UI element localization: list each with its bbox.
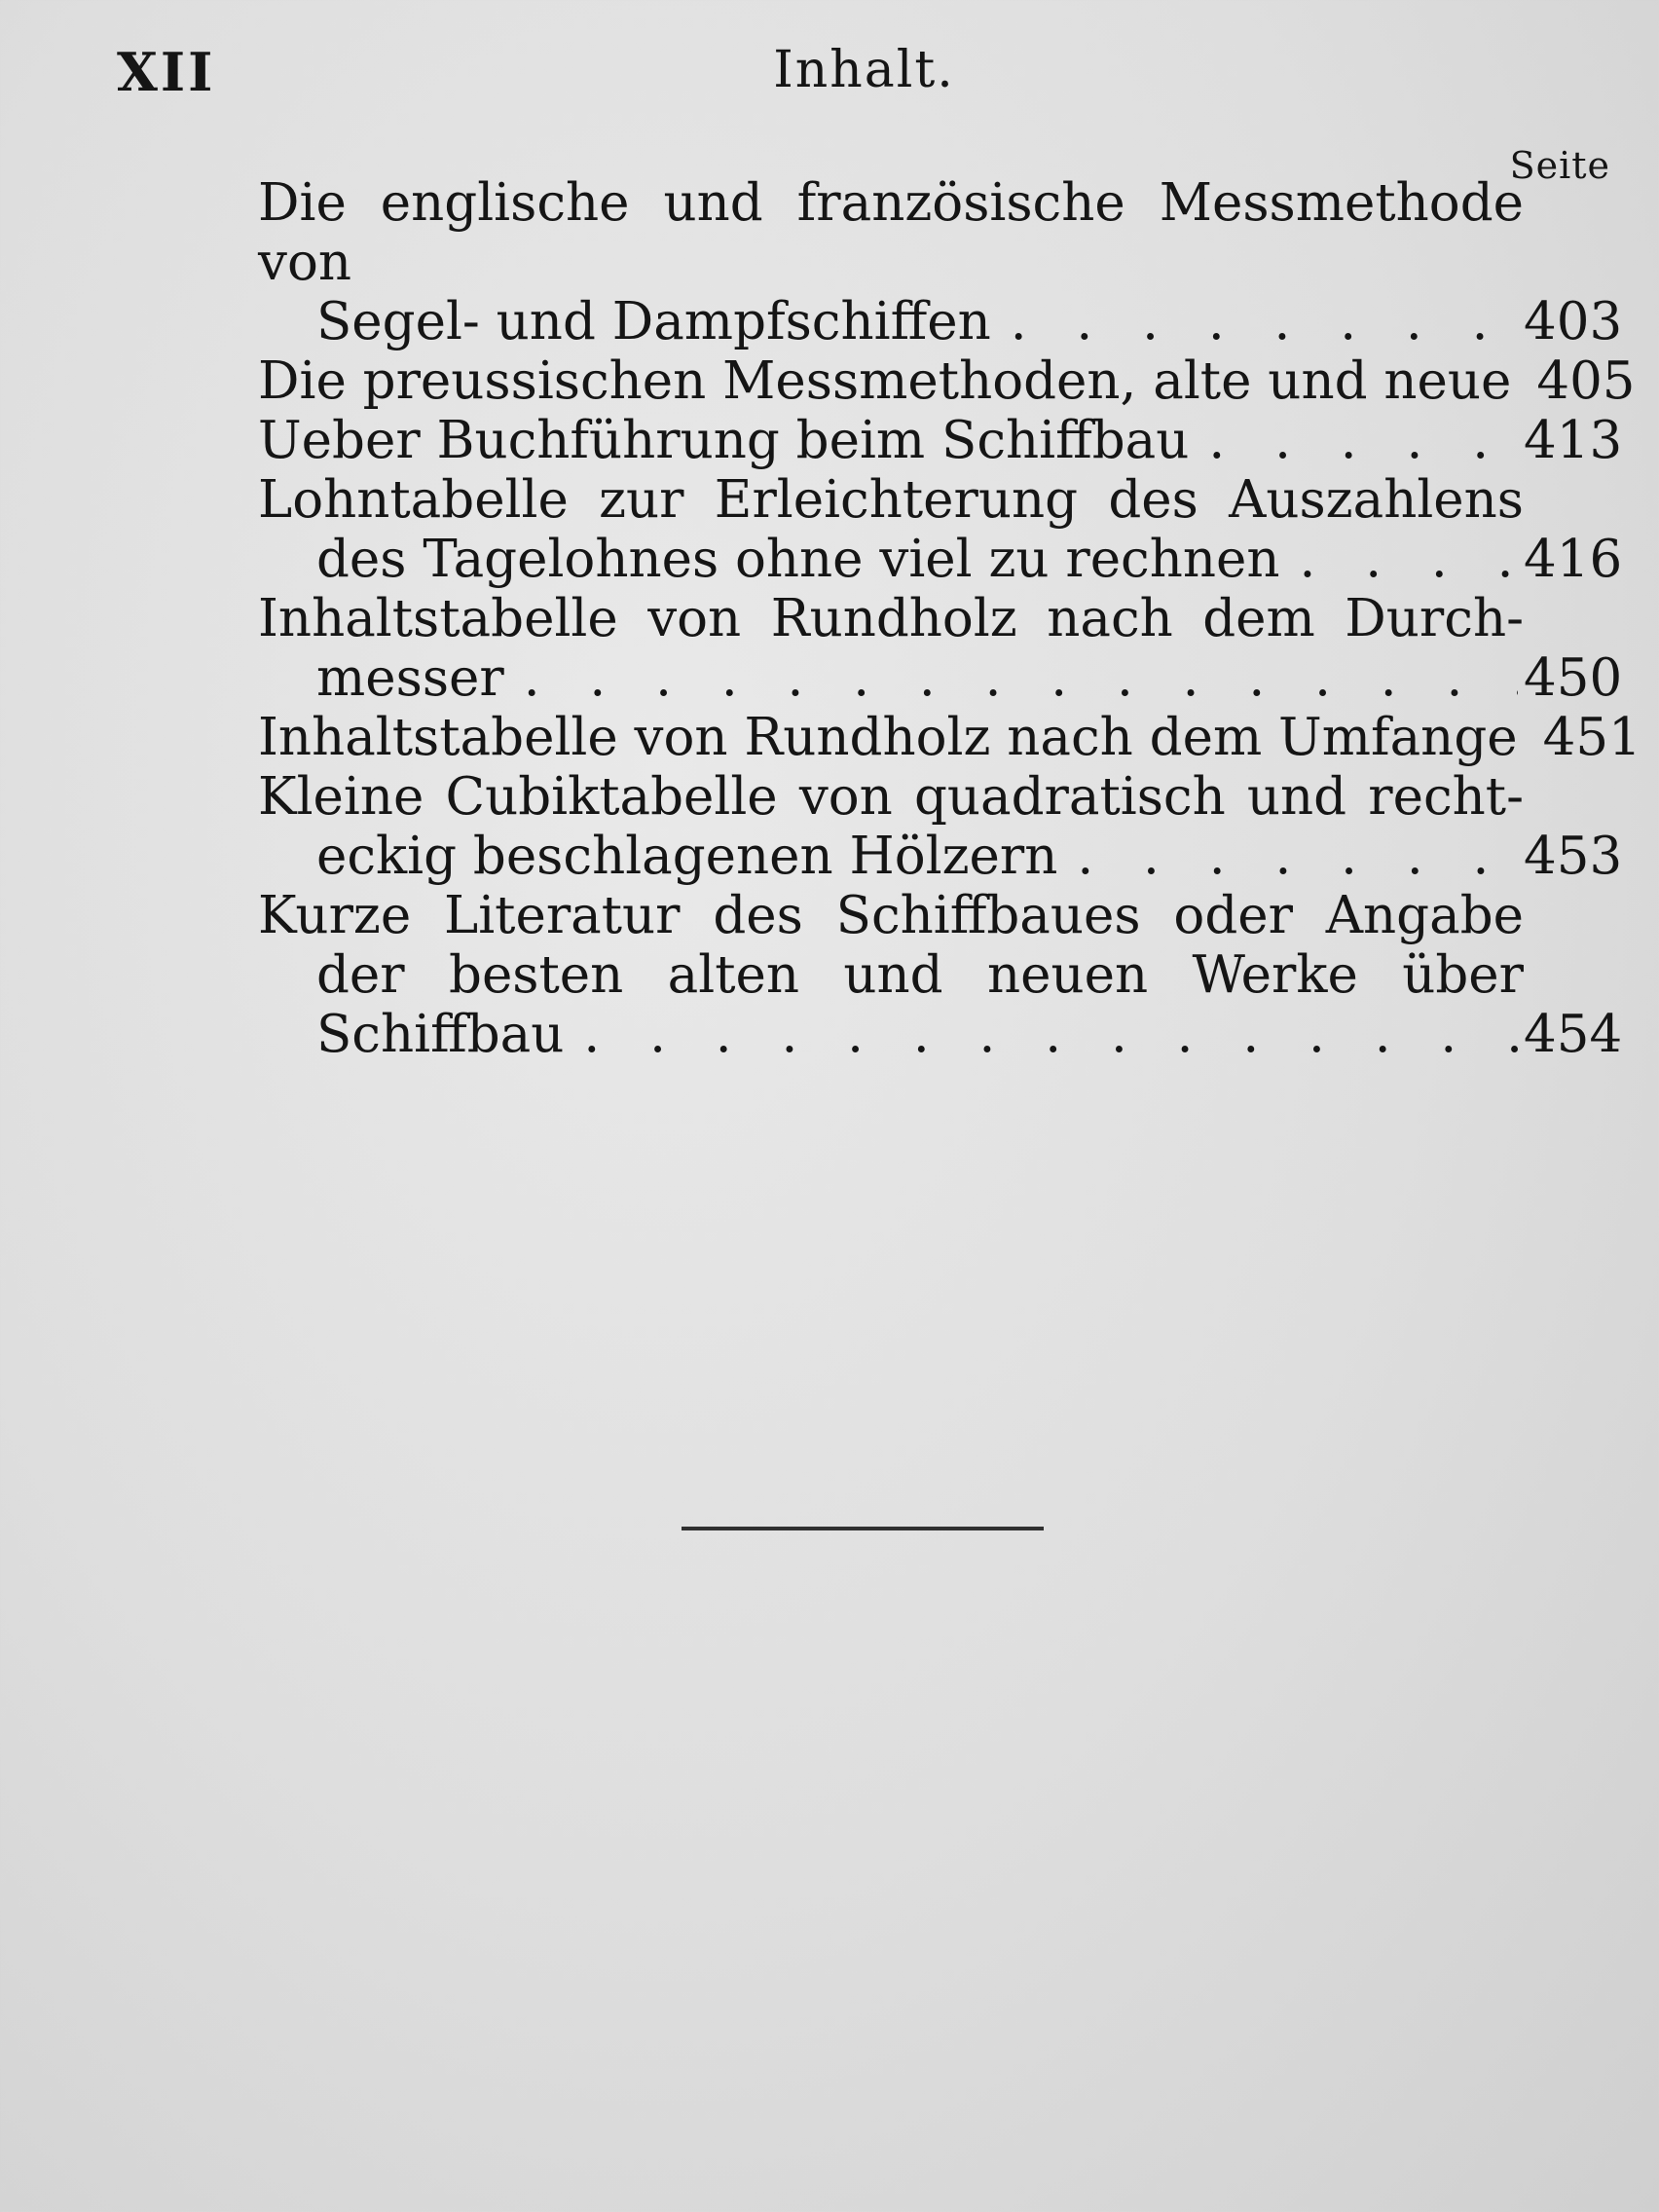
toc-entry [258,470,1623,589]
dot-leader [1280,530,1518,589]
toc-page-number: 450 [1524,648,1623,708]
toc-entry-text: des Tagelohnes ohne viel zu rechnen [316,530,1280,589]
dot-leader [1518,708,1537,767]
dot-leader [1189,411,1518,470]
dot-leader [991,292,1518,351]
toc-page-number: 413 [1524,411,1623,470]
toc-entry-text: Segel- und Dampfschiffen [316,292,991,351]
toc-entry-text: Die preussischen Messmethoden, alte und neue [258,351,1512,411]
dot-leader [1057,827,1518,886]
toc-entry-text: Inhaltstabelle von Rundholz nach dem Umfange [258,708,1518,767]
page-column-label: Seite [1509,144,1610,187]
toc-page-number: 403 [1524,292,1623,351]
toc-page-number: 451 [1542,708,1641,767]
toc-entry [258,886,1623,1064]
toc-entry-text: eckig beschlagenen Hölzern [316,827,1058,886]
toc-entry-text: Kurze Literatur des Schiffbaues oder Angabe [258,886,1524,945]
toc-entry [258,767,1623,886]
toc-entry-text: der besten alten und neuen Werke über [316,945,1524,1005]
dot-leader [1511,351,1530,411]
toc-entry-text: Kleine Cubiktabelle von quadratisch und recht- [258,767,1524,827]
toc-page-number: 454 [1524,1005,1623,1064]
section-end-rule [682,1527,1044,1530]
table-of-contents [258,173,1641,1064]
toc-page-number: 453 [1524,827,1623,886]
running-head: Inhalt. [773,41,955,99]
toc-entry [258,708,1641,767]
toc-entry [258,411,1623,470]
toc-entry-text: Schiffbau [316,1005,565,1064]
toc-entry-text: Inhaltstabelle von Rundholz nach dem Durch- [258,589,1524,648]
dot-leader [504,648,1518,708]
toc-entry [258,589,1623,708]
toc-entry-text: Lohntabelle zur Erleichterung des Auszahlens [258,470,1524,530]
toc-entry-text: Ueber Buchführung beim Schiffbau [258,411,1190,470]
page-number: XII [117,41,216,103]
toc-entry [258,173,1623,351]
toc-page-number: 405 [1536,351,1636,411]
toc-page-number: 416 [1524,530,1623,589]
toc-entry-text: messer [316,648,504,708]
dot-leader [564,1005,1518,1064]
toc-entry [258,351,1636,411]
toc-entry-text: Die englische und französische Messmethode von [258,173,1524,292]
